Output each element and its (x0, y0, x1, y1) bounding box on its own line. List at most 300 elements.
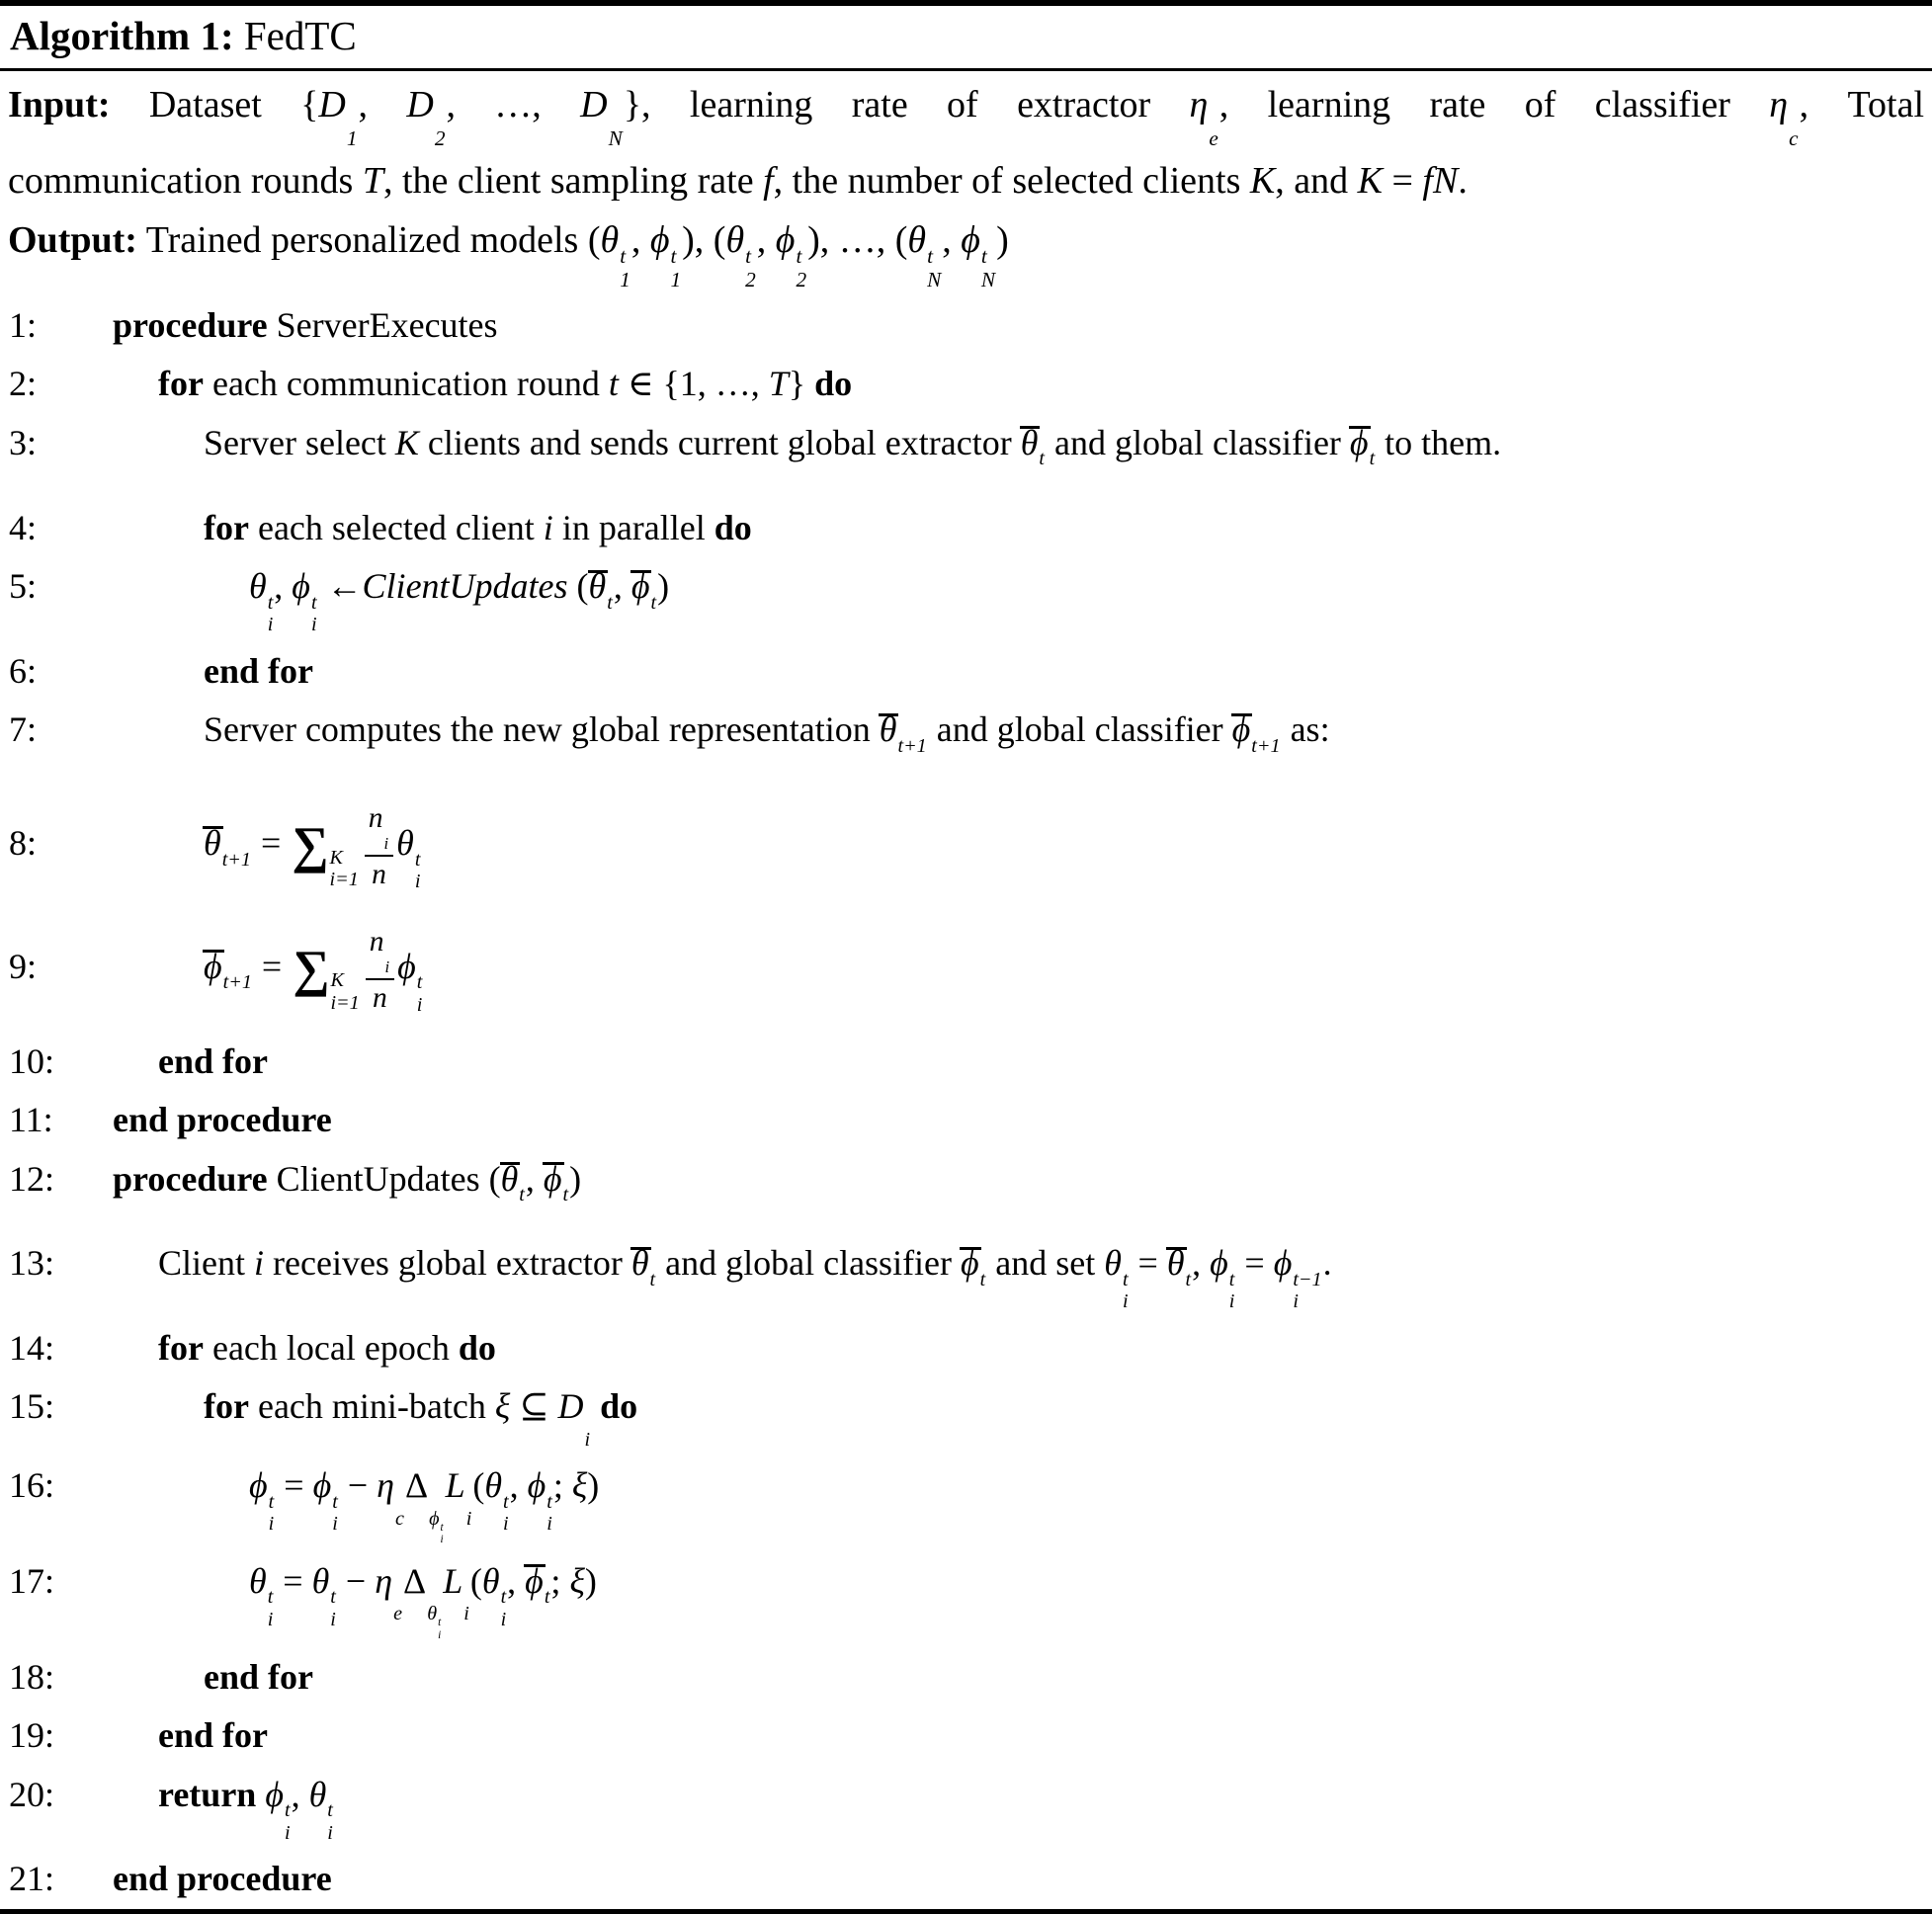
text-segment: . (1322, 1243, 1332, 1284)
superscript: t (284, 1799, 291, 1822)
math-symbol (961, 219, 996, 292)
math-symbol (572, 1465, 587, 1505)
line-number: 10: (9, 1040, 55, 1081)
script-stack (463, 1581, 469, 1625)
code-line (0, 1850, 1932, 1909)
symbol-base: η (1189, 84, 1209, 126)
line-content (67, 801, 1932, 893)
symbol-base: D (557, 1386, 584, 1427)
text-segment: , (291, 1774, 309, 1814)
code-line (0, 909, 1932, 1033)
symbol-base: D (580, 84, 608, 126)
line-content (67, 302, 1932, 350)
superscript: K (329, 846, 343, 869)
superscript: t (544, 1586, 550, 1609)
text-segment: , (1192, 1243, 1211, 1284)
algorithm-label: Algorithm 1: (10, 13, 234, 58)
script-stack (519, 1184, 525, 1228)
script-stack (268, 1586, 274, 1630)
script-stack (395, 1485, 404, 1530)
symbol-base: T (362, 160, 383, 203)
subscript: i (503, 1513, 509, 1536)
symbol-base: θ (308, 1774, 327, 1814)
script-stack (223, 971, 252, 1016)
symbol-base: θ (311, 1560, 330, 1601)
superscript: t (1185, 1268, 1192, 1290)
italic-text: ClientUpdates (362, 566, 568, 607)
text-segment: ∈ {1, …, (618, 364, 769, 404)
line-number: 21: (9, 1859, 55, 1899)
text-segment: = (1235, 1243, 1274, 1284)
text-segment: and global classifier (927, 709, 1232, 750)
superscript: t (267, 591, 274, 614)
line-content (67, 563, 1932, 636)
keyword: do (814, 364, 853, 404)
math-symbol (375, 1560, 403, 1625)
subscript: 1 (620, 268, 630, 292)
subscript: 2 (745, 268, 756, 292)
line-content (67, 361, 1932, 408)
code-line (0, 1766, 1932, 1851)
symbol-base: n (373, 981, 387, 1014)
subscript: i (268, 1513, 275, 1536)
math-symbol (249, 1465, 275, 1536)
keyword: end procedure (113, 1100, 332, 1140)
math-symbol (609, 364, 619, 403)
symbol-base: ϕ (1210, 1243, 1228, 1284)
text-segment: = (275, 1465, 313, 1506)
symbol-base: D (318, 84, 346, 126)
superscript: t (519, 1184, 525, 1207)
text-segment: Trained personalized models ( (136, 219, 601, 262)
line-content (67, 1325, 1932, 1373)
math-symbol (907, 219, 942, 292)
symbol-base: ϕ (265, 1774, 284, 1814)
subscript: N (980, 268, 996, 292)
line-number: 11: (9, 1100, 53, 1140)
subscript: i (438, 1628, 442, 1641)
overbar-symbol: ϕ (525, 1560, 544, 1601)
subscript: i (327, 1821, 333, 1844)
script-stack (584, 1406, 590, 1451)
code-line (0, 414, 1932, 499)
math-symbol (404, 1465, 446, 1546)
code-line (0, 1091, 1932, 1150)
math-symbol (557, 1386, 591, 1451)
output-line (8, 210, 1924, 292)
line-content (67, 1712, 1932, 1760)
symbol-base: ξ (569, 1560, 585, 1601)
math-symbol (311, 1560, 337, 1631)
math-symbol (429, 1507, 445, 1546)
script-stack (311, 592, 317, 636)
text-segment: , (756, 219, 776, 262)
superscript: t (620, 244, 627, 269)
script-stack (347, 104, 358, 151)
symbol-base: ϕ (249, 1465, 268, 1506)
subscript: i (310, 614, 317, 636)
superscript: t (562, 1184, 569, 1207)
line-content (67, 648, 1932, 696)
math-symbol (445, 1465, 473, 1530)
math-symbol (763, 160, 774, 202)
superscript: t (745, 244, 752, 269)
sigma-symbol: ∑ (293, 940, 330, 998)
overbar-symbol: ϕ (961, 1243, 979, 1284)
keyword: end for (204, 650, 313, 691)
symbol-base: θ (396, 823, 414, 864)
keyword: for (158, 1327, 204, 1368)
text-segment: , (509, 1465, 528, 1506)
overbar-symbol: ϕ (1231, 709, 1251, 750)
symbol-base: θ (249, 1560, 267, 1601)
subscript: i (463, 1603, 469, 1625)
math-symbol (1210, 1243, 1235, 1313)
sigma-symbol: ∑ (292, 816, 329, 874)
math-symbol (961, 1243, 986, 1290)
code-line (0, 1377, 1932, 1456)
line-content (67, 1039, 1932, 1086)
text-segment: , (525, 1158, 544, 1199)
script-stack (435, 104, 446, 151)
text-segment: ), ( (682, 219, 726, 262)
symbol-base: η (375, 1560, 393, 1601)
line-number: 1: (9, 304, 38, 345)
math-symbol (204, 823, 252, 871)
math-symbol (580, 84, 624, 151)
keyword: end for (158, 1040, 268, 1081)
superscript: t (327, 1799, 333, 1822)
subscript: e (1209, 126, 1218, 151)
denominator (373, 980, 387, 1016)
math-symbol (569, 1561, 584, 1601)
math-symbol (525, 1560, 550, 1609)
overbar-symbol: θ (500, 1158, 519, 1199)
math-symbol (527, 1465, 553, 1536)
symbol-base: i (254, 1243, 265, 1284)
line-number: 5: (9, 566, 38, 607)
text-segment: , the number of selected clients (773, 160, 1250, 203)
math-symbol (630, 566, 657, 614)
fraction (365, 801, 393, 892)
text-segment: , (358, 84, 407, 126)
math-symbol (403, 1560, 443, 1641)
line-number: 15: (9, 1386, 55, 1427)
script-stack (417, 971, 423, 1016)
script-stack (607, 592, 613, 636)
math-symbol (318, 84, 358, 151)
superscript: t (1122, 1268, 1129, 1290)
text-segment (591, 1386, 600, 1426)
script-stack (285, 1799, 291, 1844)
code-line (0, 1234, 1932, 1319)
symbol-base: ϕ (649, 219, 670, 262)
symbol-base: θ (249, 566, 267, 607)
line-number: 13: (9, 1243, 55, 1284)
math-symbol (1422, 160, 1458, 202)
math-symbol (397, 946, 423, 1016)
superscript: t (1369, 448, 1376, 470)
overbar-symbol: ϕ (204, 946, 222, 986)
algorithm-lines (0, 294, 1932, 1909)
text-segment: ServerExecutes (267, 304, 498, 345)
symbol-base: i (543, 507, 553, 547)
keyword: end for (204, 1656, 313, 1697)
keyword: do (600, 1386, 638, 1427)
script-stack (981, 245, 995, 292)
line-number: 3: (9, 422, 38, 462)
math-symbol (249, 566, 274, 636)
text-segment: Dataset { (110, 84, 319, 126)
keyword: do (458, 1327, 496, 1368)
script-stack (745, 245, 756, 292)
math-symbol (769, 364, 789, 403)
text-segment: ( (472, 1465, 485, 1506)
symbol-base: θ (725, 219, 745, 262)
text-segment: ; (550, 1560, 570, 1601)
math-symbol (1358, 160, 1383, 202)
math-symbol (1020, 422, 1046, 470)
text-segment: , (507, 1560, 526, 1601)
text-segment: ) (996, 219, 1009, 262)
script-stack (385, 941, 390, 977)
text-segment: and set (986, 1243, 1105, 1284)
code-line (0, 557, 1932, 642)
script-stack (1123, 1269, 1129, 1313)
subscript: i (267, 614, 274, 636)
subscript: 2 (796, 268, 807, 292)
algorithm-name: FedTC (233, 13, 357, 58)
numerator (365, 801, 393, 857)
keyword: end procedure (113, 1859, 332, 1899)
symbol-base: ϕ (775, 219, 796, 262)
text-segment: each mini-batch (248, 1386, 495, 1427)
superscript: t+1 (1251, 734, 1281, 757)
math-symbol (481, 1560, 507, 1631)
symbol-base: ξ (494, 1386, 511, 1427)
script-stack (384, 817, 389, 854)
line-number: 20: (9, 1774, 55, 1814)
math-symbol (369, 925, 390, 977)
fraction (366, 925, 394, 1016)
line-content (67, 505, 1932, 552)
text-segment: Server computes the new global representation (204, 709, 880, 750)
script-stack (441, 1522, 444, 1546)
superscript: t (980, 244, 987, 269)
overbar-symbol: θ (1020, 422, 1039, 462)
text-segment: ), …, ( (807, 219, 908, 262)
code-line (0, 296, 1932, 356)
summation (292, 816, 360, 891)
text-segment: } (788, 364, 815, 404)
superscript: t (330, 1586, 336, 1609)
keyword: for (204, 507, 249, 547)
text-segment: each communication round (203, 364, 609, 404)
math-symbol (649, 219, 682, 292)
text-segment: each local epoch (203, 1327, 459, 1368)
line-number: 2: (9, 364, 38, 404)
line-content (67, 925, 1932, 1017)
math-symbol (1349, 422, 1376, 470)
symbol-base: ϕ (527, 1465, 546, 1506)
math-symbol (775, 219, 807, 292)
symbol-base: ϕ (312, 1465, 332, 1506)
symbol-base: ϕ (292, 566, 310, 607)
script-stack (609, 104, 623, 151)
subscript: i (584, 1428, 591, 1451)
math-symbol (308, 1774, 334, 1844)
text-segment: each selected client (248, 507, 544, 547)
subscript: i (546, 1513, 552, 1536)
symbol-base: η (377, 1465, 394, 1506)
text-segment: = (1382, 160, 1423, 203)
code-line (0, 701, 1932, 786)
text-segment: as: (1281, 709, 1330, 750)
math-symbol (372, 859, 386, 890)
line-content (67, 1156, 1932, 1229)
superscript: t (500, 1586, 507, 1609)
subscript (427, 1603, 442, 1641)
subscript: i (414, 871, 421, 893)
symbol-base: t (608, 364, 619, 404)
line-content (67, 1558, 1932, 1642)
code-line (0, 786, 1932, 909)
text-segment: , Total (1799, 84, 1925, 126)
math-symbol (292, 566, 317, 636)
symbol-base: ϕ (1273, 1243, 1293, 1284)
symbol-base: K (394, 422, 419, 462)
subscript: i (416, 993, 423, 1016)
input-line-1 (8, 75, 1924, 151)
text-segment: }, learning rate of extractor (623, 84, 1190, 126)
keyword: return (158, 1774, 257, 1814)
script-stack (1789, 104, 1798, 151)
math-symbol (204, 946, 253, 994)
script-stack (796, 245, 806, 292)
superscript: t (546, 1490, 552, 1513)
code-line (0, 1648, 1932, 1707)
keyword: for (204, 1386, 249, 1427)
superscript: t (267, 1586, 274, 1609)
keyword: procedure (113, 304, 268, 345)
subscript: 2 (434, 126, 446, 151)
line-number: 17: (9, 1560, 55, 1601)
script-stack (1186, 1269, 1192, 1313)
script-stack (222, 849, 251, 893)
subscript: 1 (346, 126, 358, 151)
math-symbol (396, 823, 421, 893)
script-stack (545, 1586, 550, 1630)
overbar-symbol: ϕ (1349, 422, 1369, 462)
text-segment: − (338, 1465, 378, 1506)
line-number: 16: (9, 1465, 55, 1506)
code-line (0, 1150, 1932, 1235)
line-number: 8: (9, 823, 38, 864)
symbol-base: ϕ (961, 219, 980, 262)
text-segment: , (630, 219, 650, 262)
superscript: t (332, 1490, 338, 1513)
overbar-symbol: θ (204, 823, 221, 864)
superscript: t (440, 1521, 444, 1534)
text-segment: , …, (446, 84, 581, 126)
symbol-base: n (372, 858, 386, 890)
line-number: 6: (9, 650, 38, 691)
line-content (67, 1654, 1932, 1702)
overbar-symbol: ϕ (630, 566, 650, 607)
superscript: t (414, 848, 421, 871)
subscript: i (332, 1513, 338, 1536)
math-symbol (377, 1465, 405, 1530)
math-symbol (600, 219, 631, 292)
script-stack (620, 245, 630, 292)
math-symbol (1250, 160, 1275, 202)
symbol-base: ϕ (397, 946, 416, 986)
math-symbol (1104, 1243, 1129, 1313)
symbol-base: fN (1422, 160, 1459, 203)
script-stack (671, 245, 682, 292)
superscript: t+1 (897, 734, 927, 757)
script-stack (1293, 1269, 1321, 1313)
algorithm-caption (0, 6, 1932, 68)
subscript: i (284, 1821, 291, 1844)
subscript (429, 1508, 445, 1546)
line-content (67, 1462, 1932, 1546)
text-segment: = (252, 946, 292, 986)
text-segment: − (336, 1560, 376, 1601)
line-content (67, 1772, 1932, 1845)
script-stack (415, 849, 421, 893)
summation (293, 940, 361, 1014)
script-stack (501, 1586, 507, 1630)
math-symbol (588, 566, 614, 614)
line-content (67, 420, 1932, 493)
line-number: 14: (9, 1327, 55, 1368)
symbol-base: T (768, 364, 789, 404)
symbol-base: K (1249, 160, 1276, 203)
symbol-base: Δ (404, 1465, 429, 1506)
script-stack (330, 969, 359, 1014)
superscript: t (1228, 1268, 1235, 1290)
overbar-symbol: θ (1166, 1243, 1185, 1284)
line-number: 9: (9, 946, 38, 986)
superscript: t (607, 591, 613, 614)
line-number: 7: (9, 709, 38, 750)
keyword: Output: (8, 219, 137, 262)
subscript: i (330, 1609, 336, 1631)
math-symbol (630, 1243, 656, 1290)
text-segment: in parallel (552, 507, 714, 547)
code-line (0, 499, 1932, 558)
symbol-base: L (443, 1560, 463, 1601)
text-segment: , (613, 566, 631, 607)
superscript: t+1 (221, 848, 251, 871)
text-segment: clients and sends current global extractor (418, 422, 1021, 462)
subscript: i (383, 834, 389, 854)
symbol-base: ϕ (429, 1507, 440, 1530)
keyword: do (714, 507, 752, 547)
script-stack (268, 592, 274, 636)
math-symbol (1189, 84, 1218, 151)
math-symbol (395, 423, 419, 462)
subscript: i (500, 1609, 507, 1631)
text-segment: . (1458, 160, 1468, 203)
superscript: t+1 (222, 971, 252, 994)
superscript: t (438, 1617, 442, 1629)
keyword: end for (158, 1715, 268, 1756)
script-stack (503, 1491, 509, 1536)
symbol-base: θ (484, 1465, 502, 1506)
math-symbol (443, 1560, 470, 1625)
